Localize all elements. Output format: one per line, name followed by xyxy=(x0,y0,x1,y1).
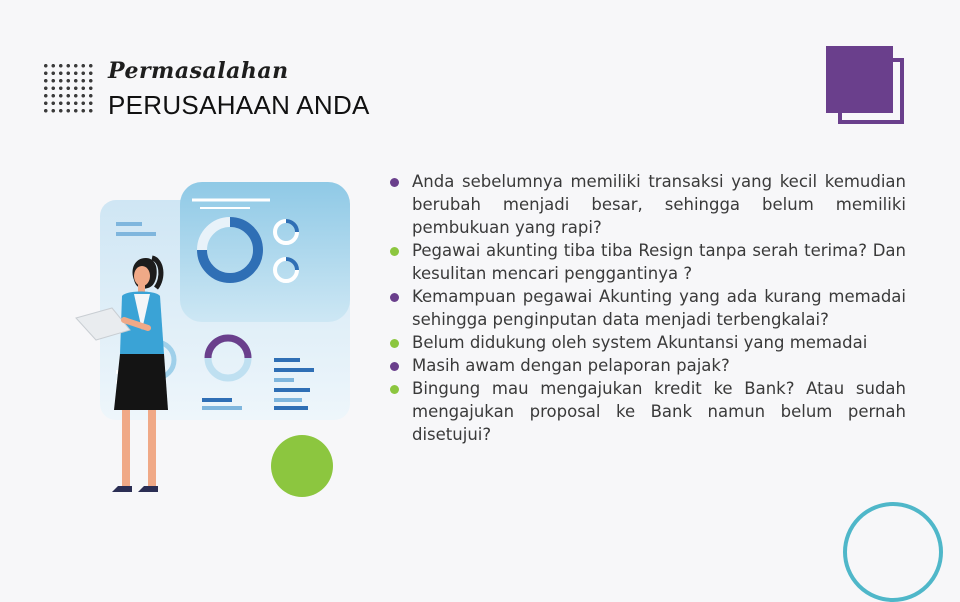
bullet-dot-icon xyxy=(390,178,399,187)
list-item: Kemampuan pegawai Akunting yang ada kurang memadai sehingga penginputan data menjadi terbengkalai? xyxy=(388,285,906,331)
bullet-dot-icon xyxy=(390,339,399,348)
woman-laptop-dashboard-illustration xyxy=(60,170,380,510)
problem-list xyxy=(388,170,906,446)
list-item: Belum didukung oleh system Akuntansi yang memadai xyxy=(388,331,906,354)
bullet-dot-icon xyxy=(390,385,399,394)
list-item: Bingung mau mengajukan kredit ke Bank? Atau sudah mengajukan proposal ke Bank namun belum pernah disetujui? xyxy=(388,377,906,446)
list-item: Pegawai akunting tiba tiba Resign tanpa serah terima? Dan kesulitan mencari penggantinya ? xyxy=(388,239,906,285)
bullet-dot-icon xyxy=(390,293,399,302)
dot-grid-decoration xyxy=(42,62,94,116)
green-circle-decoration xyxy=(271,435,333,497)
bullet-dot-icon xyxy=(390,247,399,256)
bullet-dot-icon xyxy=(390,362,399,371)
page-title: PERUSAHAAN ANDA xyxy=(108,90,370,120)
ring-decoration xyxy=(843,502,943,602)
square-fill-decoration xyxy=(826,46,893,113)
list-item: Anda sebelumnya memiliki transaksi yang kecil kemudian berubah menjadi besar, sehingga belum memiliki pembukuan yang rapi? xyxy=(388,170,906,239)
title-script: Permasalahan xyxy=(108,58,289,84)
list-item: Masih awam dengan pelaporan pajak? xyxy=(388,354,906,377)
